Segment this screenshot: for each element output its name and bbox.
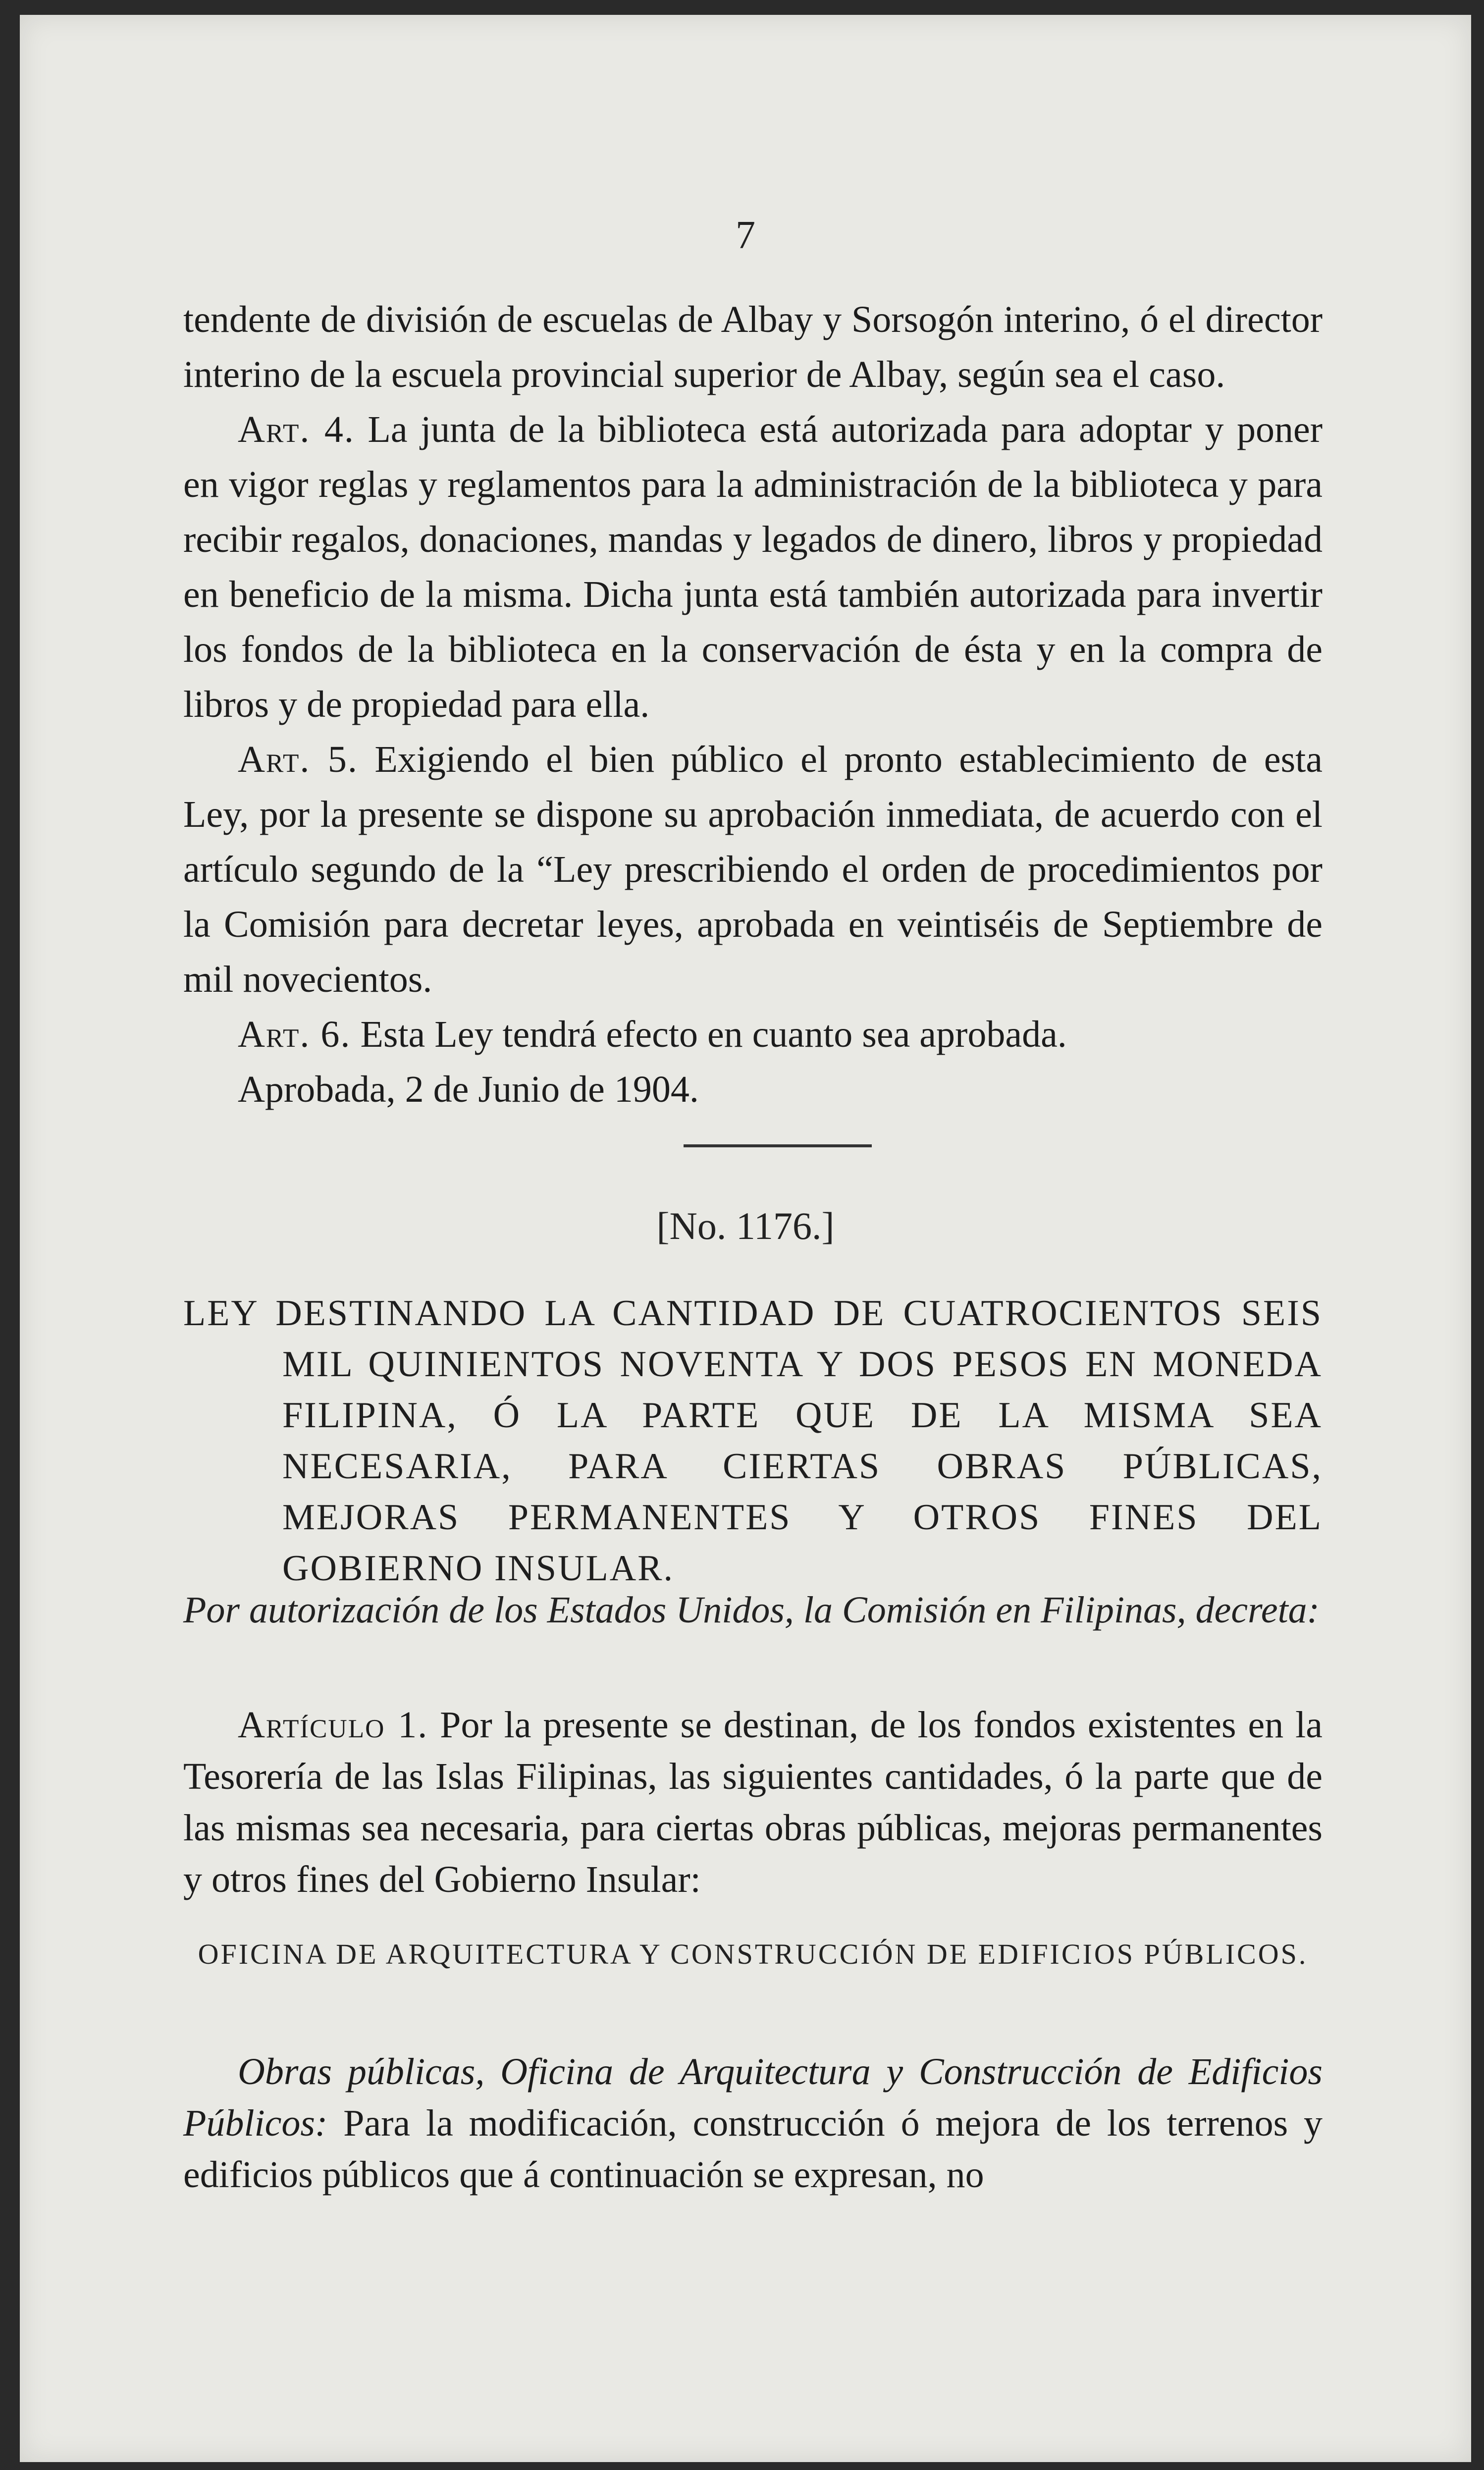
law-title: LEY DESTINANDO LA CANTIDAD DE CUATROCIENTOS SEIS MIL QUINIENTOS NOVENTA Y DOS PESOS EN MONEDA FILIPINA, Ó LA PARTE QUE DE LA MISMA SEA NECESARIA, PARA CIERTAS OBRAS PÚBLICAS, MEJORAS PERMANENTES Y OTROS FINES DEL GOBIERNO INSULAR. (183, 1293, 1323, 1589)
previous-law-body (183, 292, 1323, 1117)
approval-date: Aprobada, 2 de Junio de 1904. (238, 1069, 699, 1110)
article-6-label: Art. 6. (238, 1014, 351, 1055)
article-5-label: Art. 5. (238, 739, 358, 780)
article-1-text: Por la presente se destinan, de los fondos existentes en la Tesorería de las Islas Filipinas, las siguientes cantidades, ó la parte que de las mismas sea necesaria, para ciertas obras públicas, mejoras permanentes y otros fines del Gobierno Insular: (183, 1704, 1323, 1900)
article-5 (183, 732, 1323, 1007)
continuation-paragraph: tendente de división de escuelas de Albay y Sorsogón interino, ó el director interino de la escuela provincial superior de Albay, según sea el caso. (183, 299, 1323, 395)
article-6 (183, 1007, 1323, 1062)
article-1-label: Artículo 1. (238, 1704, 428, 1746)
article-4 (183, 402, 1323, 732)
obras-paragraph (183, 2046, 1323, 2201)
enacting-clause: Por autorización de los Estados Unidos, la Comisión en Filipinas, decreta: (183, 1589, 1320, 1631)
law-number: [No. 1176.] (656, 1204, 835, 1247)
obras-label: Obras públicas, Oficina de Arquitectura y Construcción de Edificios Públicos: (183, 2051, 1323, 2144)
article-5-text: Exigiendo el bien público el pronto establecimiento de esta Ley, por la presente se dispone su aprobación inmediata, de acuerdo con el artículo segundo de la “Ley prescribiendo el orden de procedimientos por la Comisión para decretar leyes, aprobada en veintiséis de Septiembre de mil novecientos. (183, 739, 1323, 1000)
section-divider (684, 1144, 872, 1147)
article-6-text: Esta Ley tendrá efecto en cuanto sea aprobada. (360, 1014, 1067, 1055)
office-heading: OFICINA DE ARQUITECTURA Y CONSTRUCCIÓN DE EDIFICIOS PÚBLICOS. (198, 1938, 1308, 1970)
article-1 (183, 1699, 1323, 1905)
article-4-label: Art. 4. (238, 409, 355, 450)
page-number: 7 (736, 214, 755, 257)
article-4-text: La junta de la biblioteca está autorizada para adoptar y poner en vigor reglas y reglamentos para la administración de la biblioteca y para recibir regalos, donaciones, mandas y legados de dinero, libros y propiedad en beneficio de la misma. Dicha junta está también autorizada para invertir los fondos de la biblioteca en la conservación de ésta y en la compra de libros y de propiedad para ella. (183, 409, 1323, 725)
obras-text: Para la modificación, construcción ó mejora de los terrenos y edificios públicos que á continuación se expresan, no (183, 2102, 1323, 2196)
document-page (20, 15, 1471, 2462)
